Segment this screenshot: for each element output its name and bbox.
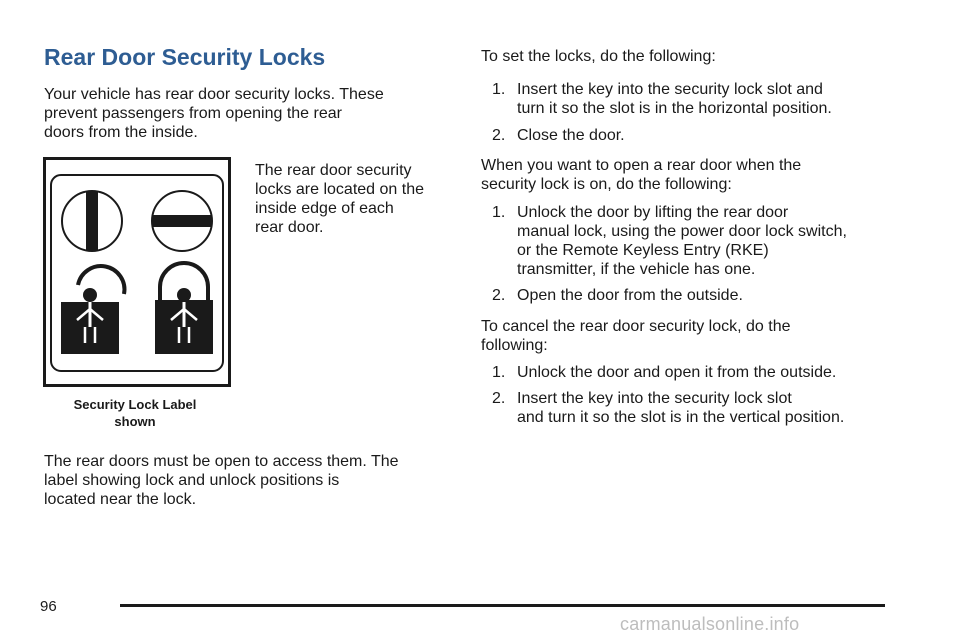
open-door-intro xyxy=(481,156,801,194)
access-paragraph xyxy=(44,452,399,509)
location-paragraph xyxy=(255,161,424,237)
page-title: Rear Door Security Locks xyxy=(44,44,326,70)
text-line: When you want to open a rear door when the xyxy=(481,157,802,174)
list-item xyxy=(492,126,832,145)
caption-line: Security Lock Label xyxy=(73,397,197,412)
text-line: Insert the key into the security lock slot xyxy=(517,390,792,407)
caption-line: shown xyxy=(114,414,156,429)
cancel-lock-steps xyxy=(492,363,844,427)
step-number: 2. xyxy=(492,390,506,407)
step-number: 2. xyxy=(492,127,506,144)
text-line: located near the lock. xyxy=(44,491,197,508)
figure-caption xyxy=(40,396,230,430)
text-line: To cancel the rear door security lock, do the xyxy=(481,318,791,335)
text-line: security lock is on, do the following: xyxy=(481,176,732,193)
step-number: 1. xyxy=(492,364,506,381)
text-line: Unlock the door and open it from the outside. xyxy=(517,364,837,381)
step-number: 1. xyxy=(492,81,506,98)
list-item xyxy=(492,80,832,118)
text-line: manual lock, using the power door lock switch, xyxy=(517,223,847,240)
text-line: Your vehicle has rear door security locks. These xyxy=(44,86,384,103)
text-line: transmitter, if the vehicle has one. xyxy=(517,261,756,278)
text-line: To set the locks, do the following: xyxy=(481,48,716,65)
set-locks-steps xyxy=(492,80,832,145)
step-number: 1. xyxy=(492,204,506,221)
set-locks-intro xyxy=(481,47,716,66)
text-line: Insert the key into the security lock slot and xyxy=(517,81,823,98)
cancel-lock-intro xyxy=(481,317,791,355)
footer-rule xyxy=(120,604,885,607)
text-line: or the Remote Keyless Entry (RKE) xyxy=(517,242,769,259)
text-line: rear door. xyxy=(255,219,324,236)
text-line: inside edge of each xyxy=(255,200,394,217)
list-item xyxy=(492,286,847,305)
list-item xyxy=(492,203,847,279)
slot-horizontal-icon xyxy=(152,191,212,251)
step-number: 2. xyxy=(492,287,506,304)
text-line: The rear doors must be open to access them. The xyxy=(44,453,399,470)
list-item xyxy=(492,389,844,427)
text-line: and turn it so the slot is in the vertical position. xyxy=(517,409,845,426)
list-item xyxy=(492,363,844,382)
intro-paragraph xyxy=(44,85,384,142)
text-line: label showing lock and unlock positions is xyxy=(44,472,340,489)
text-line: Unlock the door by lifting the rear door xyxy=(517,204,789,221)
text-line: The rear door security xyxy=(255,162,412,179)
watermark: carmanualsonline.info xyxy=(620,614,800,634)
text-line: prevent passengers from opening the rear xyxy=(44,105,342,122)
text-line: Close the door. xyxy=(517,127,625,144)
text-line: turn it so the slot is in the horizontal position. xyxy=(517,100,832,117)
text-line: doors from the inside. xyxy=(44,124,198,141)
text-line: locks are located on the xyxy=(255,181,424,198)
text-line: Open the door from the outside. xyxy=(517,287,743,304)
security-lock-label-figure xyxy=(43,157,231,387)
slot-vertical-icon xyxy=(62,191,122,251)
open-door-steps xyxy=(492,203,847,305)
text-line: following: xyxy=(481,337,548,354)
page-number: 96 xyxy=(40,598,57,615)
